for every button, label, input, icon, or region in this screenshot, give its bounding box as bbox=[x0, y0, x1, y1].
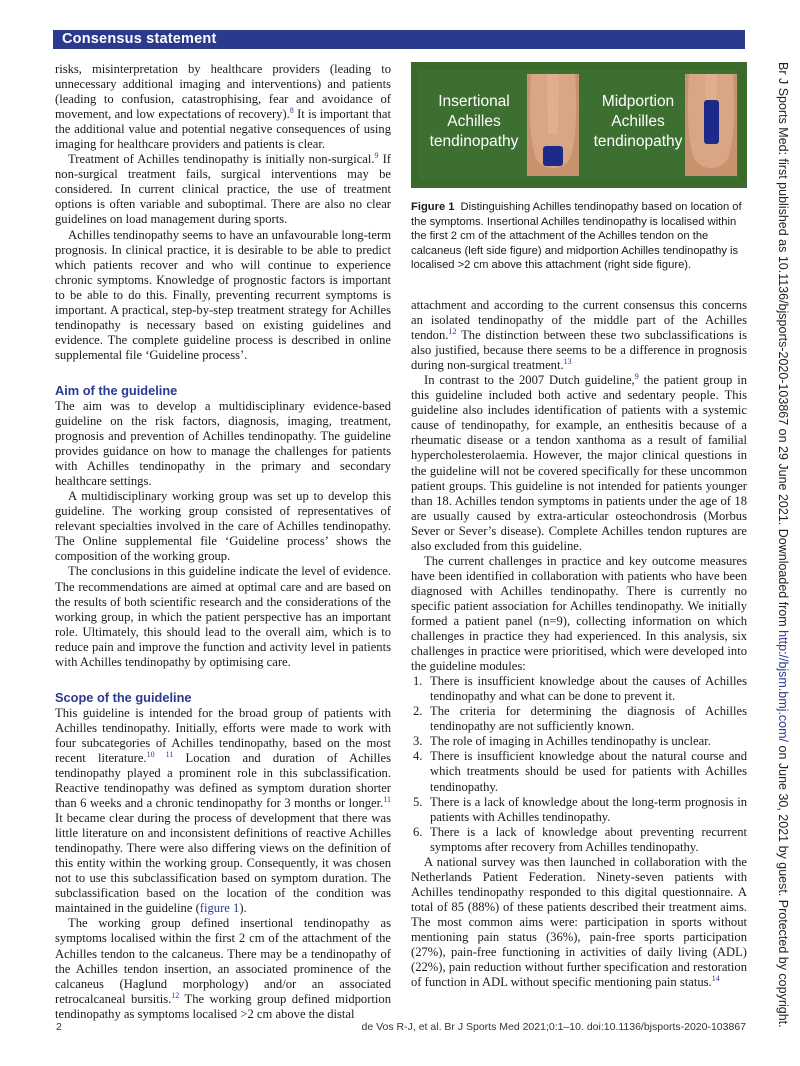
figure-1 bbox=[411, 62, 747, 188]
paragraph: A national survey was then launched in collaboration with the Netherlands Patient Federation. Ninety-seven patients with Achilles tendinopathy responded to this digital questionnaire. A total of 85 (88%) of these patients described their treatment aims. The most common aims were: participation in sports without mentioning pain status (36%), pain-free sports participation (27%), pain-free functioning in activities of daily living (ADL) (22%), pain reduction without further specification and restoration of function in ADL without specific mentioning pain status.$^{14}$ bbox=[411, 854, 747, 990]
list-item: 5. There is a lack of knowledge about the long-term prognosis in patients with Achilles tendinopathy. bbox=[413, 794, 747, 824]
heel-photo-insertional bbox=[527, 74, 579, 176]
reference[interactable]: 9 bbox=[374, 151, 379, 161]
reference[interactable]: 13 bbox=[563, 357, 572, 366]
figure-label: Figure 1 bbox=[411, 201, 455, 213]
reference[interactable]: 10 11 bbox=[146, 749, 174, 759]
section-heading-scope: Scope of the guideline bbox=[55, 689, 192, 705]
reference[interactable]: 9 bbox=[634, 372, 639, 382]
panel-label: Insertional Achilles tendinopathy bbox=[429, 93, 519, 150]
figure-panel-insertional bbox=[419, 70, 579, 180]
reference[interactable]: 8 bbox=[289, 105, 294, 115]
paragraph: The working group defined insertional tendinopathy as symptoms localised within the first 2 cm of the attachment of the Achilles tendon to the calcaneus. There may be a tendinopathy of the Achilles tendon insertion, an associated prominence of the calcaneus (Haglund morphology) and/or an associated retrocalcaneal bursitis.$^{12}$ The working group defined midportion tendinopathy as symptoms localised >2 cm above the distal bbox=[55, 916, 391, 1021]
paragraph: This guideline is intended for the broad group of patients with Achilles tendinopathy. Initially, efforts were made to work with four subcategories of Achilles tendinopathy, based on the most recent literature.$^{10 11}$ Location and duration of Achilles tendinopathy played a prominent role in this subclassification. Reactive tendinopathy was defined as symptom duration shorter than 6 weeks and a chronic tendinopathy for 3 months or longer.$^{11}$ It became clear during the process of development that there was little literature on and inconsistent definitions of reactive Achilles tendinopathy. There were also differing views on the definition of this entity within the working group. Consequently, it was chosen not to use this subclassification based on symptom duration. The subclassification based on the location of the condition was maintained in the guideline (figure 1). bbox=[55, 705, 392, 916]
list-item: 3. The role of imaging in Achilles tendinopathy is unclear. bbox=[413, 734, 711, 749]
side-copyright-note: Br J Sports Med: first published as 10.1136/bjsports-2020-103867 on 29 June 2021. Downloaded from http://bjsm.bmj.com/ on June 30, 2021 by guest. Protected by copyright. bbox=[776, 62, 790, 1028]
footer-citation: de Vos R-J, et al. Br J Sports Med 2021;0:1–10. doi:10.1136/bjsports-2020-103867 bbox=[361, 1021, 746, 1033]
list-item: 6. There is a lack of knowledge about preventing recurrent symptoms after recovery from Achilles tendinopathy. bbox=[413, 824, 747, 854]
paragraph: risks, misinterpretation by healthcare providers (leading to unnecessary additional imaging and interventions) and patients (leading to confusion, catastrophising, fear and avoidance of movement, and low expectations of recovery).$^8$ It is important that the additional value and potential negative consequences of using imaging for healthcare providers and patients is clear. bbox=[55, 62, 392, 152]
figure-caption: Figure 1 Distinguishing Achilles tendinopathy based on location of the symptoms. Insertional Achilles tendinopathy is localised within the first 2 cm of the attachment of the Achilles tendon on the calcaneus (left side figure) and midportion Achilles tendinopathy is localised >2 cm above this attachment (right side figure). bbox=[411, 201, 742, 272]
paragraph: attachment and according to the current consensus this concerns an isolated tendinopathy of the middle part of the Achilles tendon.$^{12}$ The distinction between these two subclassifications is also justified, because there seems to be a difference in prognosis during non-surgical treatment.$^{13}$ bbox=[411, 298, 747, 373]
list-item: 1. There is insufficient knowledge about the causes of Achilles tendinopathy and what can be done to prevent it. bbox=[413, 674, 747, 704]
list-item: 2. The criteria for determining the diagnosis of Achilles tendinopathy are not sufficiently known. bbox=[413, 704, 747, 734]
panel-label: Midportion Achilles tendinopathy bbox=[593, 93, 683, 150]
section-header: Consensus statement bbox=[53, 30, 745, 49]
paragraph: Achilles tendinopathy seems to have an unfavourable long-term prognosis. In clinical practice, it is desirable to be able to predict which patients recover and who will continue to experience chronic symptoms. Knowledge of prognostic factors is important to be able to do this. Finally, preventing recurrent symptoms is important. A practical, step-by-step treatment strategy for Achilles tendinopathy is necessary based on existing guidelines and evidence. The complete guideline process is described in online supplemental file ‘Guideline process’. bbox=[55, 227, 391, 362]
reference[interactable]: 12 bbox=[171, 990, 180, 1000]
heel-photo-midportion bbox=[685, 74, 737, 176]
list-item: 4. There is insufficient knowledge about the natural course and which treatments should be used for patients with Achilles tendinopathy. bbox=[413, 749, 747, 794]
right-column bbox=[411, 298, 747, 990]
left-column bbox=[55, 62, 391, 1022]
reference[interactable]: 11 bbox=[383, 794, 391, 804]
page-number: 2 bbox=[56, 1021, 62, 1033]
challenges-list bbox=[411, 674, 747, 855]
paragraph: The current challenges in practice and key outcome measures have been identified in collaboration with patients who have been diagnosed with Achilles tendinopathy. There is currently no specific patient association for Achilles tendinopathy. We initially formed a patient panel (n=9), collecting information on which challenges in practice they had experienced. In this analysis, six challenges in practice were prioritised, which were developed into the guideline modules: bbox=[411, 553, 747, 674]
section-heading-aim: Aim of the guideline bbox=[55, 382, 178, 398]
paragraph: In contrast to the 2007 Dutch guideline,$^9$ the patient group in this guideline included both active and sedentary people. This guideline also includes identification of patients with a systemic cause of tendinopathy, for example, an enthesitis because of a rheumatic disease or a tendon xanthoma as a result of familial hypercholesterolaemia. However, the major clinical questions in the guideline will not be covered specifically for these uncommon patient groups. This guideline is not intended for patients younger than 18. Achilles tendon symptoms in patients under the age of 18 are usually caused by extra-articular osteochondrosis (Morbus Sever or Sever’s disease). Complete Achilles tendon ruptures are also excluded from this guideline. bbox=[411, 372, 747, 553]
paragraph: The aim was to develop a multidisciplinary evidence-based guideline on the risk factors, diagnosis, imaging, treatment, prognosis and prevention of Achilles tendinopathy. The guideline provides guidance on how to manage the challenges for patients with Achilles tendinopathy in the primary and secondary healthcare settings. bbox=[55, 398, 391, 489]
figure-panel-midportion bbox=[579, 70, 739, 180]
paragraph: The conclusions in this guideline indicate the level of evidence. The recommendations are aimed at optimal care and are based on the results of both scientific research and the considerations of the working group, in which the patient perspective has an important role. Ultimately, this should lead to the overall aim, which is to reduce pain and improve the function and activity level in patients with Achilles tendinopathy by optimising care. bbox=[55, 564, 391, 669]
bjsm-link[interactable]: http://bjsm.bmj.com/ bbox=[776, 630, 790, 743]
reference[interactable]: 12 bbox=[448, 326, 457, 336]
figure-link[interactable]: figure 1 bbox=[199, 901, 240, 916]
reference[interactable]: 14 bbox=[711, 973, 720, 983]
paragraph: Treatment of Achilles tendinopathy is initially non-surgical.$^9$ If non-surgical treatment fails, surgical interventions may be considered. In current clinical practice, the use of treatment options is often variable and suboptimal. There are also no clear guidelines on load management during sports. bbox=[55, 151, 391, 227]
paragraph: A multidisciplinary working group was set up to develop this guideline. The working group consisted of representatives of relevant specialties involved in the care of Achilles tendinopathy. The Online supplemental file ‘Guideline process’ shows the composition of the working group. bbox=[55, 489, 391, 564]
